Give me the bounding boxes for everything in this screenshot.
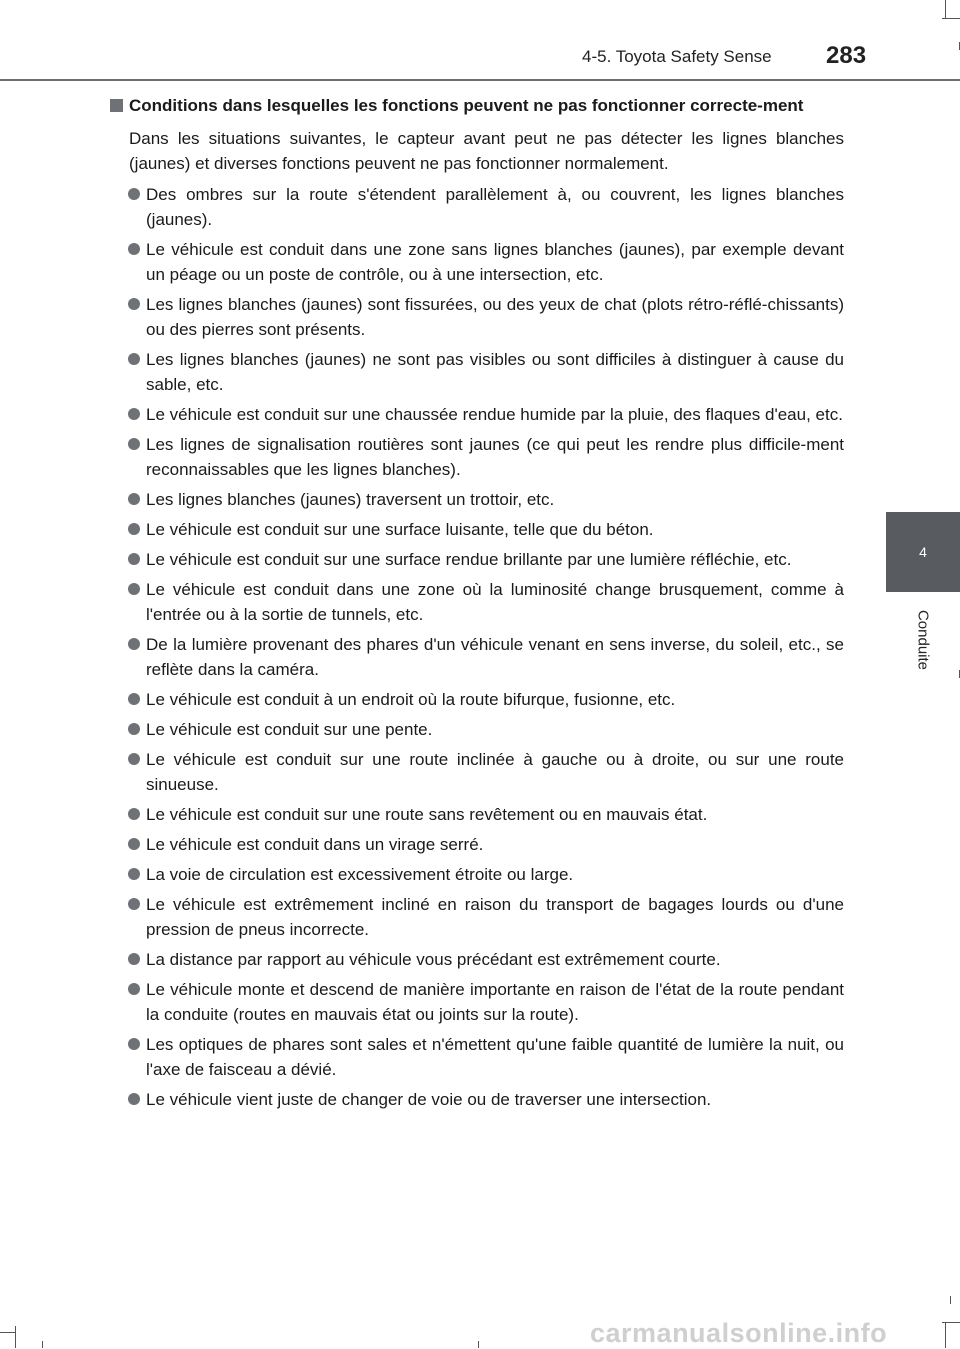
list-item-text: Les lignes blanches (jaunes) traversent un trottoir, etc. — [146, 490, 555, 509]
list-item-text: Le véhicule est conduit dans une zone où la luminosité change brusquement, comme à l'entrée ou à la sortie de tunnels, etc. — [146, 580, 844, 624]
list-item — [110, 802, 844, 827]
list-item-text: Le véhicule est extrêmement incliné en raison du transport de bagages lourds ou d'une pression de pneus incorrecte. — [146, 895, 844, 939]
list-item — [110, 547, 844, 572]
list-item — [110, 747, 844, 797]
bullet-dot-icon — [128, 838, 140, 850]
list-item-text: Les lignes de signalisation routières sont jaunes (ce qui peut les rendre plus difficile-ment reconnaissables que les lignes blanches). — [146, 435, 844, 479]
header-divider — [0, 79, 960, 81]
bullet-dot-icon — [128, 523, 140, 535]
crop-mark — [945, 0, 946, 18]
bullet-dot-icon — [128, 753, 140, 765]
bullet-dot-icon — [128, 438, 140, 450]
list-item — [110, 182, 844, 232]
section-title: 4-5. Toyota Safety Sense — [582, 47, 772, 66]
crop-mark — [15, 1326, 16, 1348]
list-item-text: Le véhicule est conduit sur une route sans revêtement ou en mauvais état. — [146, 805, 708, 824]
crop-mark — [945, 1322, 946, 1348]
list-item-text: Le véhicule est conduit sur une route inclinée à gauche ou à droite, ou sur une route sinueuse. — [146, 750, 844, 794]
bullet-dot-icon — [128, 953, 140, 965]
list-item-text: La voie de circulation est excessivement étroite ou large. — [146, 865, 574, 884]
crop-mark — [478, 1341, 479, 1348]
list-item — [110, 432, 844, 482]
list-item — [110, 687, 844, 712]
list-item-text: Le véhicule est conduit sur une chaussée rendue humide par la pluie, des flaques d'eau, etc. — [146, 405, 843, 424]
intro-paragraph: Dans les situations suivantes, le capteur avant peut ne pas détecter les lignes blanches (jaunes) et diverses fonctions peuvent ne pas fonctionner normalement. — [129, 129, 844, 173]
bullet-dot-icon — [128, 243, 140, 255]
section-heading-text: Conditions dans lesquelles les fonctions peuvent ne pas fonctionner correcte-ment — [129, 96, 804, 115]
list-item-text: Le véhicule est conduit sur une surface rendue brillante par une lumière réfléchie, etc. — [146, 550, 792, 569]
list-item-text: Le véhicule est conduit dans un virage serré. — [146, 835, 484, 854]
crop-mark — [0, 1332, 16, 1333]
list-item — [110, 892, 844, 942]
list-item-text: Les lignes blanches (jaunes) ne sont pas visibles ou sont difficiles à distinguer à cause du sable, etc. — [146, 350, 844, 394]
page-number: 283 — [826, 42, 867, 69]
list-item — [110, 1087, 844, 1112]
section-heading — [110, 93, 844, 118]
list-item — [110, 237, 844, 287]
crop-mark — [950, 1296, 951, 1304]
list-item — [110, 832, 844, 857]
chapter-tab — [886, 512, 960, 592]
list-item — [110, 402, 844, 427]
bullet-dot-icon — [128, 1038, 140, 1050]
list-item — [110, 632, 844, 682]
bullet-dot-icon — [128, 298, 140, 310]
list-item — [110, 577, 844, 627]
crop-mark — [42, 1341, 43, 1348]
list-item — [110, 517, 844, 542]
bullet-dot-icon — [128, 808, 140, 820]
crop-mark — [942, 1322, 960, 1323]
chapter-number: 4 — [919, 544, 927, 560]
bullet-dot-icon — [128, 693, 140, 705]
list-item — [110, 947, 844, 972]
list-item-text: Le véhicule monte et descend de manière importante en raison de l'état de la route pendant la conduite (routes en mauvais état ou joints sur la route). — [146, 980, 844, 1024]
list-item-text: Le véhicule est conduit sur une surface luisante, telle que du béton. — [146, 520, 654, 539]
watermark: carmanualsonline.info — [590, 1318, 888, 1348]
list-item — [110, 292, 844, 342]
list-item — [110, 1032, 844, 1082]
list-item-text: Les optiques de phares sont sales et n'émettent qu'une faible quantité de lumière la nuit, ou l'axe de faisceau a dévié. — [146, 1035, 844, 1079]
list-item-text: Le véhicule est conduit dans une zone sans lignes blanches (jaunes), par exemple devant un péage ou un poste de contrôle, ou à une intersection, etc. — [146, 240, 844, 284]
bullet-dot-icon — [128, 983, 140, 995]
list-item — [110, 487, 844, 512]
bullet-dot-icon — [128, 553, 140, 565]
square-bullet-icon — [110, 99, 123, 112]
bullet-dot-icon — [128, 408, 140, 420]
list-item — [110, 862, 844, 887]
list-item-text: Les lignes blanches (jaunes) sont fissurées, ou des yeux de chat (plots rétro-réflé-chissants) ou des pierres sont présents. — [146, 295, 844, 339]
bullet-dot-icon — [128, 638, 140, 650]
list-item-text: Des ombres sur la route s'étendent parallèlement à, ou couvrent, les lignes blanches (jaunes). — [146, 185, 844, 229]
list-item — [110, 717, 844, 742]
bullet-dot-icon — [128, 493, 140, 505]
bullet-dot-icon — [128, 898, 140, 910]
list-item-text: Le véhicule est conduit sur une pente. — [146, 720, 433, 739]
chapter-label: Conduite — [914, 609, 932, 671]
conditions-list — [110, 182, 844, 1112]
list-item — [110, 347, 844, 397]
bullet-dot-icon — [128, 1093, 140, 1105]
list-item-text: Le véhicule est conduit à un endroit où la route bifurque, fusionne, etc. — [146, 690, 676, 709]
crop-mark — [942, 18, 960, 19]
bullet-dot-icon — [128, 583, 140, 595]
list-item-text: Le véhicule vient juste de changer de voie ou de traverser une intersection. — [146, 1090, 712, 1109]
bullet-dot-icon — [128, 188, 140, 200]
page-content — [110, 93, 844, 1117]
list-item-text: De la lumière provenant des phares d'un véhicule venant en sens inverse, du soleil, etc., se reflète dans la caméra. — [146, 635, 844, 679]
list-item-text: La distance par rapport au véhicule vous précédant est extrêmement courte. — [146, 950, 721, 969]
bullet-dot-icon — [128, 723, 140, 735]
bullet-dot-icon — [128, 353, 140, 365]
bullet-dot-icon — [128, 868, 140, 880]
list-item — [110, 977, 844, 1027]
